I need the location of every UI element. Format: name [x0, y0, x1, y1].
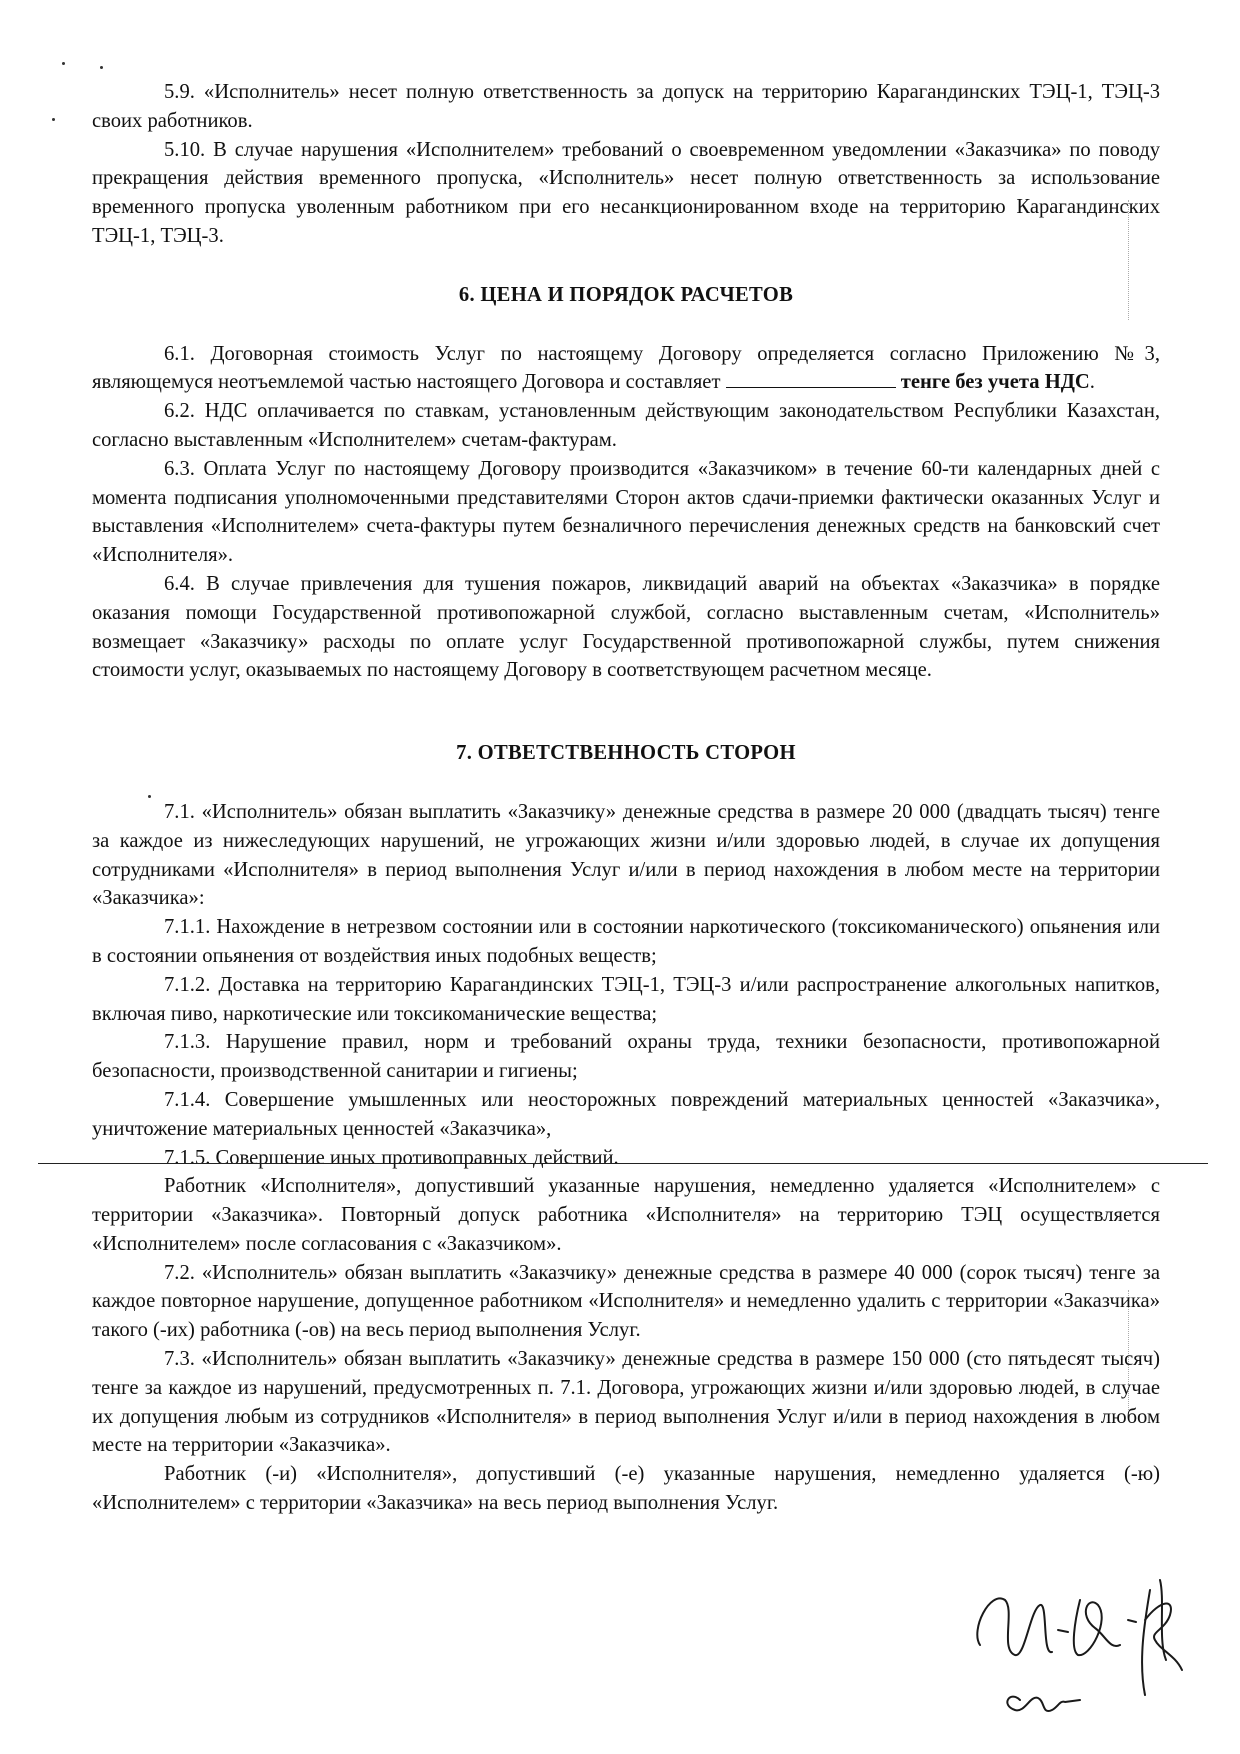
scan-horizontal-line — [38, 1163, 1208, 1164]
clause-7-3: 7.3. «Исполнитель» обязан выплатить «Заказчику» денежные средства в размере 150 000 (сто пятьдесят тысяч) тенге за каждое из нарушений, предусмотренных п. 7.1. Договора, угрожающих жизни и/или здоровью людей, в случае их допущения любым из сотрудников «Исполнителя» в период выполнения Услуг и/или в период нахождения в любом месте на территории «Заказчика». — [92, 1348, 1160, 1457]
clause-6-3: 6.3. Оплата Услуг по настоящему Договору производится «Заказчиком» в течение 60-ти календарных дней с момента подписания уполномоченными представителями Сторон актов сдачи-приемки фактически оказанных Услуг и выставления «Исполнителем» счета-фактуры путем безналичного перечисления денежных средств на банковский счет «Исполнителя». — [92, 457, 1160, 567]
clause-7-1: 7.1. «Исполнитель» обязан выплатить «Заказчику» денежные средства в размере 20 000 (двадцать тысяч) тенге за каждое из нижеследующих нарушений, не угрожающих жизни и/или здоровью людей, в случае их допущения сотрудниками «Исполнителя» в период выполнения Услуг и/или в период нахождения в любом месте на территории «Заказчика»: — [92, 800, 1160, 910]
clause-7-1-1: 7.1.1. Нахождение в нетрезвом состоянии или в состоянии наркотического (токсикоманического) опьянения или в состоянии опьянения от воздействия иных подобных веществ; — [92, 916, 1160, 967]
scan-speck — [62, 62, 65, 65]
clause-6-1: 6.1. Договорная стоимость Услуг по настоящему Договору определяется согласно Приложению №3, являющемуся неотъемлемой частью настоящего Договора и составляет тенге без учета НДС. — [92, 342, 1160, 394]
section-6-heading: 6. ЦЕНА И ПОРЯДОК РАСЧЕТОВ — [458, 283, 794, 306]
clause-6-1-bold: тенге без учета НДС — [900, 371, 1090, 394]
section-7-heading: 7. ОТВЕТСТВЕННОСТЬ СТОРОН — [456, 742, 796, 765]
clause-6-2: 6.2. НДС оплачивается по ставкам, установленным действующим законодательством Республики Казахстан, согласно выставленным «Исполнителем» счетам-фактурам. — [92, 400, 1160, 451]
handwritten-signature — [960, 1560, 1220, 1740]
clause-7-worker-removal: Работник «Исполнителя», допустивший указанные нарушения, немедленно удаляется «Исполнителем» с территории «Заказчика». Повторный допуск работника «Исполнителя» на территорию ТЭЦ осуществляется «Исполнителем» после согласования с «Заказчиком». — [92, 1175, 1160, 1255]
clause-7-1-3: 7.1.3. Нарушение правил, норм и требований охраны труда, техники безопасности, противопожарной безопасности, производственной санитарии и гигиены; — [92, 1031, 1160, 1083]
scan-speck — [100, 66, 103, 69]
price-blank-field — [726, 369, 896, 388]
scan-speck — [52, 118, 55, 121]
clause-7-workers-removal: Работник (-и) «Исполнителя», допустивший (-е) указанные нарушения, немедленно удаляется (-ю) «Исполнителем» с территории «Заказчика» на весь период выполнения Услуг. — [92, 1463, 1160, 1515]
clause-7-1-4: 7.1.4. Совершение умышленных или неосторожных повреждений материальных ценностей «Заказчика», уничтожение материальных ценностей «Заказчика», — [92, 1088, 1160, 1140]
clause-5-10: 5.10. В случае нарушения «Исполнителем» требований о своевременном уведомлении «Заказчика» по поводу прекращения действия временного пропуска, «Исполнитель» несет полную ответственность за использование временного пропуска уволенным работником при его несанкционированном входе на территорию Карагандинских ТЭЦ-1, ТЭЦ-3. — [92, 138, 1160, 247]
document-page — [92, 78, 1160, 1518]
clause-5-9: 5.9. «Исполнитель» несет полную ответственность за допуск на территорию Карагандинских ТЭЦ-1, ТЭЦ-3 своих работников. — [92, 81, 1160, 132]
clause-6-1-text: 6.1. Договорная стоимость Услуг по настоящему Договору определяется согласно Приложению №3, являющемуся неотъемлемой частью настоящего Договора и составляет — [92, 342, 1160, 394]
clause-7-1-5: 7.1.5. Совершение иных противоправных действий. — [164, 1146, 619, 1169]
clause-6-4: 6.4. В случае привлечения для тушения пожаров, ликвидаций аварий на объектах «Заказчика» в порядке оказания помощи Государственной противопожарной службой, согласно выставленным счетам, «Исполнитель» возмещает «Заказчику» расходы по оплате услуг Государственной противопожарной службы, путем снижения стоимости услуг, оказываемых по настоящему Договору в соответствующем расчетном месяце. — [92, 572, 1160, 682]
clause-7-1-2: 7.1.2. Доставка на территорию Карагандинских ТЭЦ-1, ТЭЦ-3 и/или распространение алкогольных напитков, включая пиво, наркотические или токсикоманические вещества; — [92, 973, 1160, 1025]
clause-7-2: 7.2. «Исполнитель» обязан выплатить «Заказчику» денежные средства в размере 40 000 (сорок тысяч) тенге за каждое повторное нарушение, допущенное работником «Исполнителя» и немедленно удалить с территории «Заказчика» такого (-их) работника (-ов) на весь период выполнения Услуг. — [92, 1261, 1160, 1342]
